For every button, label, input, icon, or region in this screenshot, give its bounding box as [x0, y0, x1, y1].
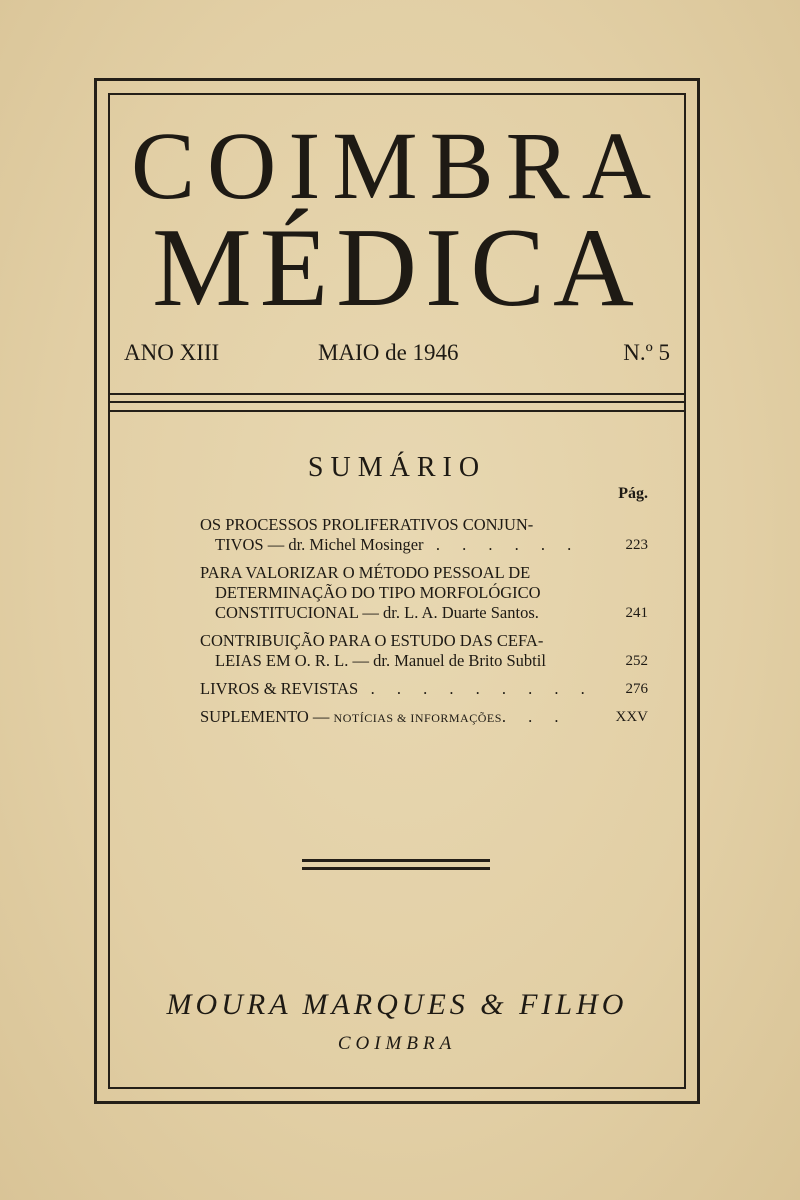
divider-rule [110, 393, 684, 395]
toc-entry-text: SUPLEMENTO — [200, 707, 334, 726]
toc-entry-small-caps: NOTÍCIAS & INFORMAÇÕES [333, 711, 502, 725]
toc-entry [200, 563, 648, 623]
toc-entry-line [200, 707, 648, 727]
toc-page-number: 276 [625, 681, 648, 697]
toc-entry [200, 707, 648, 727]
journal-title-line-1: COIMBRA [130, 112, 664, 219]
contents-heading: SUMÁRIO [307, 452, 487, 483]
dot-leader: . . . . . . [435, 535, 581, 554]
toc-entry-text: TIVOS — dr. Michel Mosinger [215, 535, 424, 554]
journal-title-line-2: MÉDICA [152, 206, 642, 330]
toc-entry [200, 515, 648, 555]
toc-page-number: XXV [615, 709, 648, 725]
toc-entry-text: LIVROS & REVISTAS [200, 679, 359, 698]
toc-entry-line: PARA VALORIZAR O MÉTODO PESSOAL DE [200, 563, 531, 582]
dot-leader: . . . . . . . . . [370, 679, 594, 698]
toc-entry-line: DETERMINAÇÃO DO TIPO MORFOLÓGICO [215, 583, 541, 602]
toc-entry-line [200, 679, 648, 699]
ornamental-rule [302, 867, 490, 870]
toc-entry-line: OS PROCESSOS PROLIFERATIVOS CONJUN- [200, 515, 534, 534]
issue-number: N.º 5 [623, 340, 670, 365]
divider-rule [110, 401, 684, 403]
issue-year: ANO XIII [124, 340, 220, 365]
toc-page-number: 241 [625, 605, 648, 621]
publisher-city: COIMBRA [337, 1033, 457, 1054]
page-column-header: Pág. [618, 485, 648, 502]
toc-entry-line: CONSTITUCIONAL — dr. L. A. Duarte Santos. [215, 603, 539, 622]
toc-page-number: 223 [625, 537, 648, 553]
toc-entry [200, 631, 648, 671]
table-of-contents [200, 515, 648, 735]
dot-leader: . . . [501, 707, 568, 726]
issue-info [124, 340, 670, 372]
divider-rule [110, 410, 684, 412]
toc-page-number: 252 [625, 653, 648, 669]
toc-entry-line [200, 535, 648, 555]
toc-entry-line: CONTRIBUIÇÃO PARA O ESTUDO DAS CEFA- [200, 631, 544, 650]
toc-entry [200, 679, 648, 699]
publisher-name: MOURA MARQUES & FILHO [166, 988, 628, 1021]
issue-date: MAIO de 1946 [318, 340, 459, 365]
ornamental-rule [302, 859, 490, 862]
toc-entry-line: LEIAS EM O. R. L. — dr. Manuel de Brito Subtil [215, 651, 546, 670]
